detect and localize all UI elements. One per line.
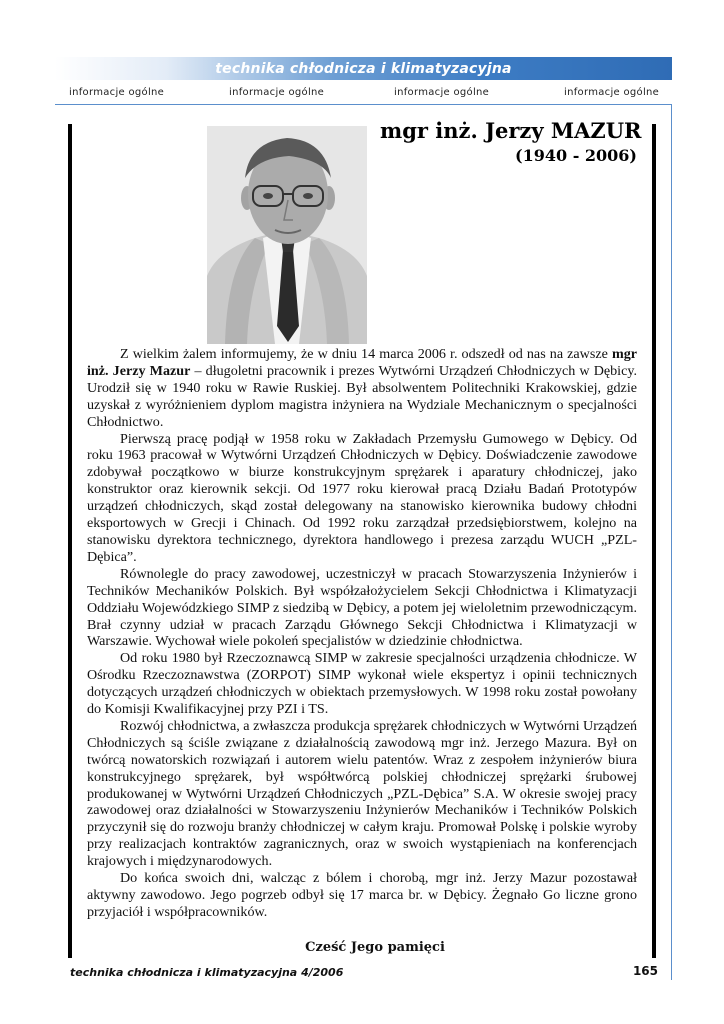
paragraph: Do końca swoich dni, walcząc z bólem i chorobą, mgr inż. Jerzy Mazur pozostawał aktywny zawodowo. Jego pogrzeb odbył się 17 marca br. w Dębicy. Żegnało Go liczne grono przyjaciół i współpracowników.: [87, 870, 637, 920]
header-divider: [55, 104, 672, 105]
highlighted-name: mgr inż. Jerzy Mazur: [87, 346, 637, 379]
paragraph: Rozwój chłodnictwa, a zwłaszcza produkcja sprężarek chłodniczych w Wytwórni Urządzeń Chłodniczych są ściśle związane z działalnością zawodową mgr inż. Jerzego Mazura. Był on twórcą nowatorskich rozwiązań i autorem wielu patentów. Wraz z zespołem inżynierów biura konstrukcyjnego sprężarek, był współtwórcą polskiej chłodniczej sprężarki śrubowej produkowanej w Wytwórni Urządzeń Chłodniczych „PZL-Dębica” S.A. W okresie swojej pracy zawodowej oraz działalności w Stowarzyszeniu Inżynierów Mechaników i Techników Polskich przyczynił się do rozwoju branży chłodniczej w całym kraju. Promował Polskę i polskie wyroby przy realizacjach kontraktów zagranicznych, oraz w swoich wystąpieniach na konferencjach krajowych i międzynarodowych.: [87, 717, 638, 870]
margin-rule: [671, 104, 672, 980]
section-label: informacje ogólne: [69, 87, 165, 98]
paragraph: Od roku 1980 był Rzeczoznawcą SIMP w zakresie specjalności urządzenia chłodnicze. W Ośrodku Rzeczoznawstwa (ZORPOT) SIMP wykonał wiele ekspertyz i opinii technicznych dotyczących urządzeń chłodniczych w obiektach przemysłowych. W 1998 roku został powołany do Komisji Kwalifikacyjnej przy PZI i TS.: [87, 650, 637, 718]
paragraph-rest: – długoletni pracownik i prezes Wytwórni Urządzeń Chłodniczych w Dębicy. Urodził się w 1940 roku w Rawie Ruskiej. Był absolwentem Politechniki Krakowskiej, gdzie uzyskał z wyróżnieniem dyplom magistra inżyniera na Wydziale Mechanicznym o specjalności Chłodnictwo.: [87, 362, 638, 430]
life-years: (1940 - 2006): [515, 146, 637, 165]
obituary-body: [87, 346, 637, 921]
obituary-frame-left: [68, 124, 72, 958]
section-label: informacje ogólne: [564, 87, 660, 98]
obituary-name: mgr inż. Jerzy MAZUR: [380, 118, 642, 143]
paragraph: Pierwszą pracę podjął w 1958 roku w Zakładach Przemysłu Gumowego w Dębicy. Od roku 1963 pracował w Wytwórni Urządzeń Chłodniczych w Dębicy. Doświadczenie zawodowe zdobywał początkowo w biurze konstrukcyjnym sprężarek i aparatury chłodniczej, jako konstruktor oraz kierownik sekcji. Od 1977 roku kierował pracą Działu Badań Prototypów urządzeń chłodniczych, skąd został delegowany na stanowisko kierownika budowy chłodni eksportowych w Grecji i Chinach. Od 1992 roku zarządzał przedsiębiorstwem, kolejno na stanowisku dyrektora technicznego, dyrektora handlowego i prezesa zarządu WUCH „PZL-Dębica”.: [87, 430, 637, 565]
section-header: [55, 84, 672, 104]
paragraph: Równolegle do pracy zawodowej, uczestniczył w pracach Stowarzyszenia Inżynierów i Techników Mechaników Polskich. Był współzałożycielem Sekcji Chłodnictwa i Klimatyzacji Oddziału Wojewódzkiego SIMP z siedzibą w Dębicy, a potem jej wieloletnim przewodniczącym. Brał czynny udział w pracach Zarządu Głównego Sekcji Chłodnictwa i Klimatyzacji w Warszawie. Wychował wiele pokoleń specjalistów w dziedzinie chłodnictwa.: [87, 565, 637, 650]
paragraph-lead: Z wielkim żalem informujemy, że w dniu 14 marca 2006 r. odszedł od nas na zawsze: [120, 346, 612, 362]
signoff: Cześć Jego pamięci: [305, 940, 445, 955]
obituary-frame-right: [652, 124, 656, 958]
portrait-photo: [207, 126, 367, 344]
paragraph: [87, 346, 637, 431]
journal-banner: [55, 57, 672, 80]
section-label: informacje ogólne: [394, 87, 490, 98]
section-label: informacje ogólne: [229, 87, 325, 98]
journal-footer: technika chłodnicza i klimatyzacyjna 4/2006: [70, 966, 344, 979]
portrait-photo-image: [207, 126, 367, 344]
page-number: 165: [632, 964, 658, 978]
banner-title: technika chłodnicza i klimatyzacyjna: [215, 61, 512, 77]
